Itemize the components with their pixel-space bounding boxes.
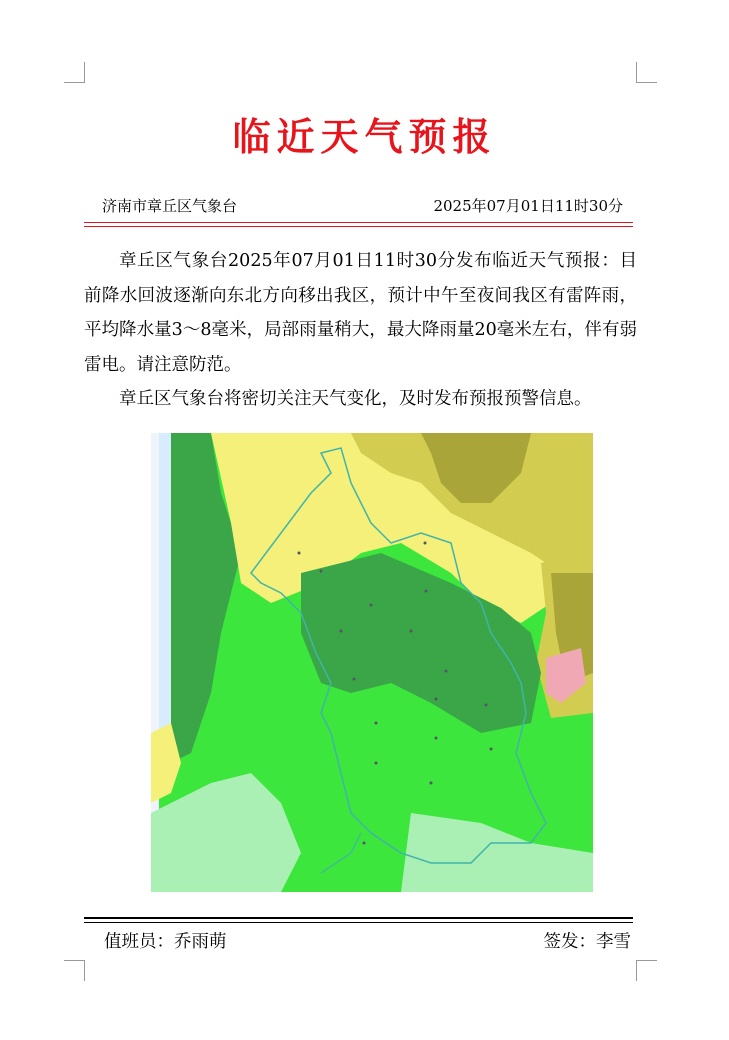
station-marker bbox=[410, 630, 413, 633]
station-marker bbox=[424, 542, 427, 545]
footer-divider-bottom bbox=[84, 922, 633, 923]
crop-mark-bottom-left bbox=[64, 960, 85, 981]
duty-officer-label: 值班员： bbox=[104, 932, 174, 952]
station-marker bbox=[375, 762, 378, 765]
station-marker bbox=[298, 552, 301, 555]
header-divider-bottom bbox=[84, 226, 633, 227]
radar-map-graphic bbox=[151, 433, 593, 892]
station-marker bbox=[340, 630, 343, 633]
crop-mark-top-right bbox=[636, 62, 657, 83]
station-marker bbox=[320, 570, 323, 573]
station-marker bbox=[363, 842, 366, 845]
crop-mark-top-left bbox=[64, 62, 85, 83]
duty-officer-name: 乔雨萌 bbox=[174, 932, 227, 952]
station-marker bbox=[485, 704, 488, 707]
forecast-body bbox=[84, 244, 637, 417]
footer-divider-top bbox=[84, 917, 633, 919]
signatory bbox=[544, 928, 632, 953]
station-marker bbox=[353, 678, 356, 681]
station-marker bbox=[445, 670, 448, 673]
signatory-label: 签发： bbox=[543, 932, 596, 952]
station-marker bbox=[435, 698, 438, 701]
station-marker bbox=[430, 782, 433, 785]
station-marker bbox=[375, 722, 378, 725]
station-marker bbox=[425, 590, 428, 593]
forecast-paragraph-2: 章丘区气象台将密切关注天气变化，及时发布预报预警信息。 bbox=[119, 389, 592, 410]
issue-datetime: 2025年07月01日11时30分 bbox=[433, 197, 623, 215]
header-divider-top bbox=[84, 222, 633, 223]
radar-precipitation-map bbox=[151, 433, 593, 892]
duty-officer bbox=[104, 928, 227, 953]
crop-mark-bottom-right bbox=[636, 960, 657, 981]
forecast-paragraph-1: 章丘区气象台2025年07月01日11时30分发布临近天气预报：目前降水回波逐渐向东北方向移出我区，预计中午至夜间我区有雷阵雨，平均降水量3～8毫米，局部雨量稍大，最大降雨量20毫米左右，伴有弱雷电。请注意防范。 bbox=[84, 251, 637, 375]
signatory-name: 李雪 bbox=[596, 932, 631, 952]
station-marker bbox=[435, 737, 438, 740]
issuer-label: 济南市章丘区气象台 bbox=[102, 197, 238, 215]
page-title: 临近天气预报 bbox=[232, 114, 497, 159]
station-marker bbox=[370, 604, 373, 607]
station-marker bbox=[490, 748, 493, 751]
